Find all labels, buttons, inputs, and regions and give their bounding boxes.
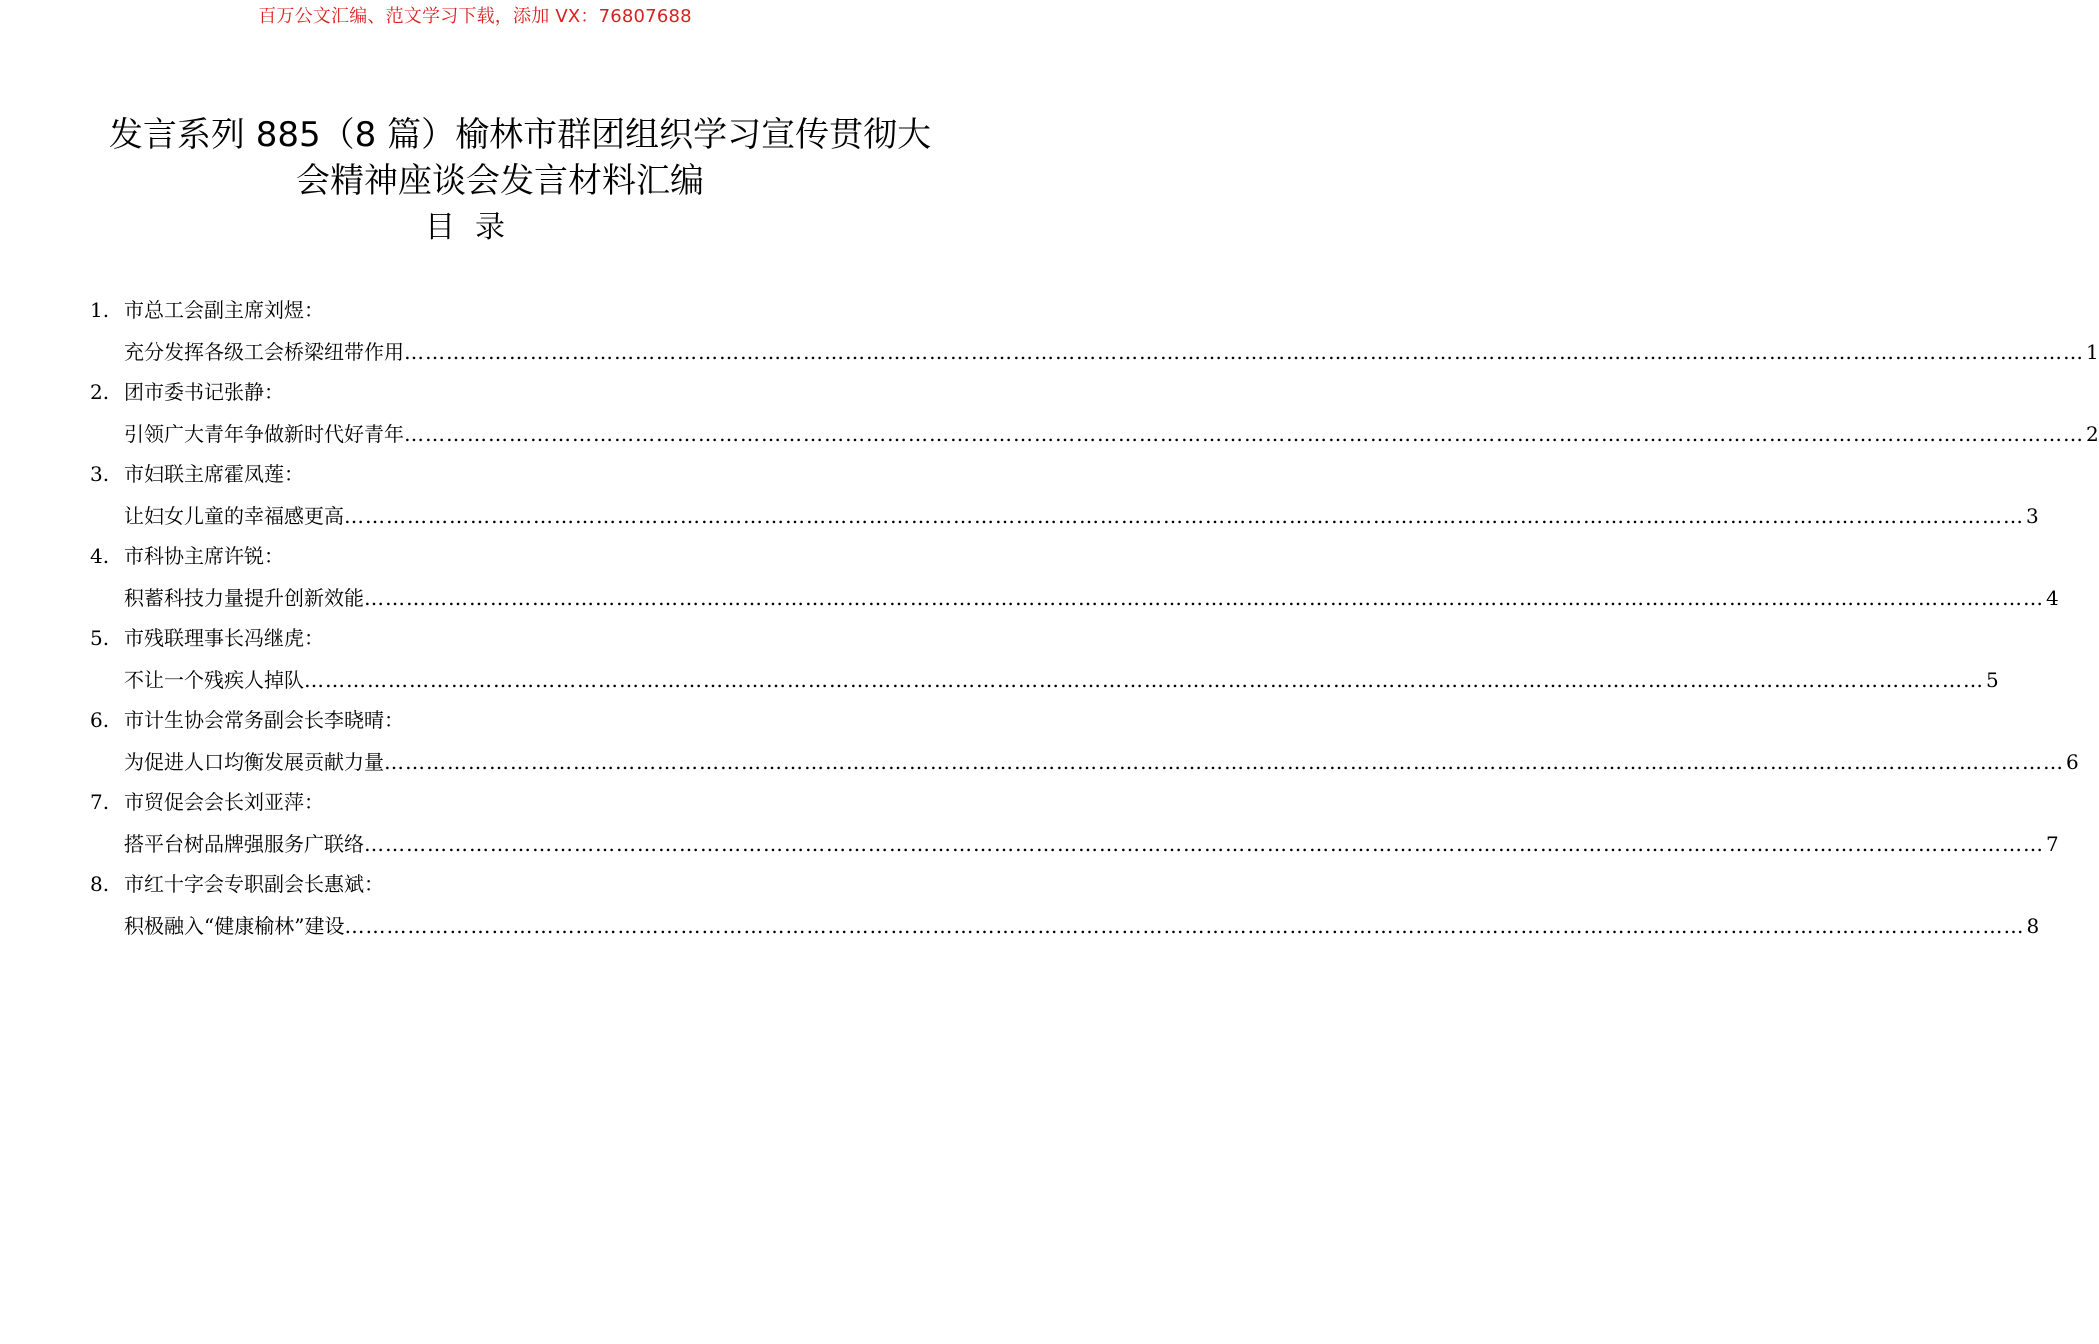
- toc-topic-line[interactable]: [124, 908, 2040, 944]
- toc-heading: 目录: [425, 210, 525, 245]
- toc-speaker: [90, 374, 284, 410]
- toc-topic: 积蓄科技力量提升创新效能: [124, 586, 364, 610]
- toc-topic: 积极融入“健康榆林”建设: [124, 914, 345, 938]
- toc-speaker-name: 市残联理事长冯继虎：: [124, 626, 324, 650]
- toc-entry: [90, 784, 2059, 866]
- toc-entry-number: 5.: [90, 626, 110, 650]
- toc-topic-line[interactable]: [124, 416, 2099, 452]
- toc-page-number: 1: [2086, 340, 2099, 364]
- toc-entry-number: 7.: [90, 790, 110, 814]
- toc-leader-dots: ……………………………………………………………………………………………………………………………………………………………………………………………………………………: [384, 750, 2064, 774]
- table-of-contents: [90, 292, 2099, 948]
- toc-page-number: 2: [2086, 422, 2099, 446]
- toc-topic: 为促进人口均衡发展贡献力量: [124, 750, 384, 774]
- toc-page-number: 3: [2026, 504, 2039, 528]
- toc-entry: [90, 702, 2079, 784]
- toc-entry-number: 8.: [90, 872, 110, 896]
- toc-leader-dots: ……………………………………………………………………………………………………………………………………………………………………………………………………………………: [404, 422, 2084, 446]
- toc-topic: 充分发挥各级工会桥梁纽带作用: [124, 340, 404, 364]
- toc-speaker-name: 市总工会副主席刘煜：: [124, 298, 324, 322]
- promo-banner: 百万公文汇编、范文学习下载，添加 VX：76807688: [258, 6, 692, 27]
- toc-topic-line[interactable]: [124, 826, 2059, 862]
- title-line-1: 发言系列 885（8 篇）榆林市群团组织学习宣传贯彻大: [108, 115, 932, 155]
- toc-page-number: 5: [1986, 668, 1999, 692]
- toc-speaker-name: 团市委书记张静：: [124, 380, 284, 404]
- toc-page-number: 4: [2046, 586, 2059, 610]
- toc-entry-number: 4.: [90, 544, 110, 568]
- toc-entry-number: 1.: [90, 298, 110, 322]
- document-title: [60, 112, 940, 204]
- toc-topic: 搭平台树品牌强服务广联络: [124, 832, 364, 856]
- toc-speaker-name: 市贸促会会长刘亚萍：: [124, 790, 324, 814]
- toc-entry: [90, 866, 2040, 948]
- toc-leader-dots: ……………………………………………………………………………………………………………………………………………………………………………………………………………………: [304, 668, 1984, 692]
- toc-speaker-name: 市计生协会常务副会长李晓晴：: [124, 708, 404, 732]
- toc-topic-line[interactable]: [124, 334, 2099, 370]
- toc-entry: [90, 538, 2059, 620]
- toc-entry: [90, 292, 2099, 374]
- toc-entry: [90, 374, 2099, 456]
- toc-entry-number: 6.: [90, 708, 110, 732]
- toc-speaker: [90, 866, 384, 902]
- toc-leader-dots: ……………………………………………………………………………………………………………………………………………………………………………………………………………………: [344, 914, 2025, 938]
- toc-topic: 不让一个残疾人掉队: [124, 668, 304, 692]
- toc-speaker: [90, 784, 324, 820]
- toc-leader-dots: ……………………………………………………………………………………………………………………………………………………………………………………………………………………: [364, 586, 2044, 610]
- toc-entry: [90, 456, 2039, 538]
- toc-entry-number: 2.: [90, 380, 110, 404]
- toc-leader-dots: ……………………………………………………………………………………………………………………………………………………………………………………………………………………: [364, 832, 2044, 856]
- toc-topic-line[interactable]: [124, 744, 2079, 780]
- toc-topic-line[interactable]: [124, 498, 2039, 534]
- toc-speaker-name: 市科协主席许锐：: [124, 544, 284, 568]
- toc-speaker: [90, 538, 284, 574]
- toc-topic: 引领广大青年争做新时代好青年: [124, 422, 404, 446]
- toc-speaker: [90, 456, 304, 492]
- toc-leader-dots: ……………………………………………………………………………………………………………………………………………………………………………………………………………………: [404, 340, 2084, 364]
- toc-speaker: [90, 702, 404, 738]
- toc-topic: 让妇女儿童的幸福感更高: [124, 504, 344, 528]
- toc-page-number: 7: [2046, 832, 2059, 856]
- toc-speaker: [90, 292, 324, 328]
- toc-topic-line[interactable]: [124, 662, 1999, 698]
- toc-entry: [90, 620, 1999, 702]
- toc-page-number: 8: [2026, 914, 2040, 938]
- title-line-2: 会精神座谈会发言材料汇编: [296, 161, 704, 201]
- toc-speaker-name: 市妇联主席霍凤莲：: [124, 462, 304, 486]
- toc-speaker-name: 市红十字会专职副会长惠斌：: [124, 872, 384, 896]
- toc-page-number: 6: [2066, 750, 2079, 774]
- toc-entry-number: 3.: [90, 462, 110, 486]
- toc-leader-dots: ……………………………………………………………………………………………………………………………………………………………………………………………………………………: [344, 504, 2024, 528]
- toc-speaker: [90, 620, 324, 656]
- toc-topic-line[interactable]: [124, 580, 2059, 616]
